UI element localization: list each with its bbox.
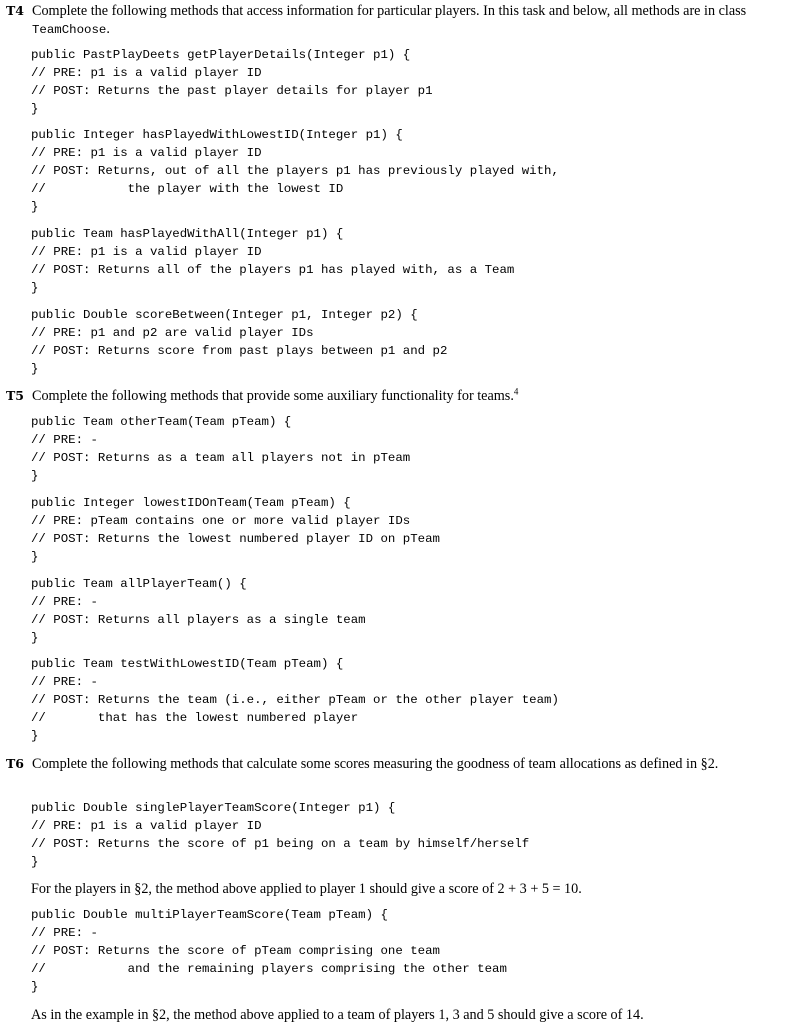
code-block-has-played-with-all: public Team hasPlayedWithAll(Integer p1) { // PRE: p1 is a valid player ID // POST: Returns all of the players p1 has played with, as a Team } [31,227,515,295]
code-block-lowest-id-on-team: public Integer lowestIDOnTeam(Team pTeam) { // PRE: pTeam contains one or more valid player IDs // POST: Returns the lowest numbered player ID on pTeam } [31,496,440,564]
task-t6 [6,755,784,773]
example-paragraph: For the players in §2, the method above applied to player 1 should give a score of 2 + 3 + 5 = 10. [31,881,582,897]
code-block-get-player-details: public PastPlayDeets getPlayerDetails(Integer p1) { // PRE: p1 is a valid player ID // POST: Returns the past player details for player p1 } [31,48,433,116]
code-block-multi-player-team-score: public Double multiPlayerTeamScore(Team pTeam) { // PRE: - // POST: Returns the score of pTeam comprising one team // and the remaining players comprising the other team } [31,908,507,994]
code-block-all-player-team: public Team allPlayerTeam() { // PRE: - // POST: Returns all players as a single team } [31,577,366,645]
example-paragraph: As in the example in §2, the method above applied to a team of players 1, 3 and 5 should give a score of 14. [31,1007,644,1023]
code-block-score-between: public Double scoreBetween(Integer p1, Integer p2) { // PRE: p1 and p2 are valid player IDs // POST: Returns score from past plays between p1 and p2 } [31,308,448,376]
task-t5 [6,387,784,405]
task-number: T4 [6,3,24,18]
code-block-other-team: public Team otherTeam(Team pTeam) { // PRE: - // POST: Returns as a team all players not in pTeam } [31,415,411,483]
code-block-single-player-team-score: public Double singlePlayerTeamScore(Integer p1) { // PRE: p1 is a valid player ID // POST: Returns the score of p1 being on a team by himself/herself } [31,801,530,869]
task-number: T5 [6,388,24,403]
task-t4 [6,2,784,39]
footnote-marker: 4 [513,386,519,397]
task-intro: Complete the following methods that access information for particular players. In this task and below, all methods are in class TeamChoose. [32,3,747,37]
task-intro: Complete the following methods that calculate some scores measuring the goodness of team allocations as defined in §2. [32,756,719,772]
code-block-test-with-lowest-id: public Team testWithLowestID(Team pTeam) { // PRE: - // POST: Returns the team (i.e., either pTeam or the other player team) // that has the lowest numbered player } [31,657,559,743]
class-name: TeamChoose [32,23,107,37]
code-block-has-played-with-lowest-id: public Integer hasPlayedWithLowestID(Integer p1) { // PRE: p1 is a valid player ID // POST: Returns, out of all the players p1 has previously played with, // the player with the lowest ID } [31,128,559,214]
task-number: T6 [6,756,24,771]
task-intro: Complete the following methods that provide some auxiliary functionality for teams.$^4$ [32,386,519,404]
